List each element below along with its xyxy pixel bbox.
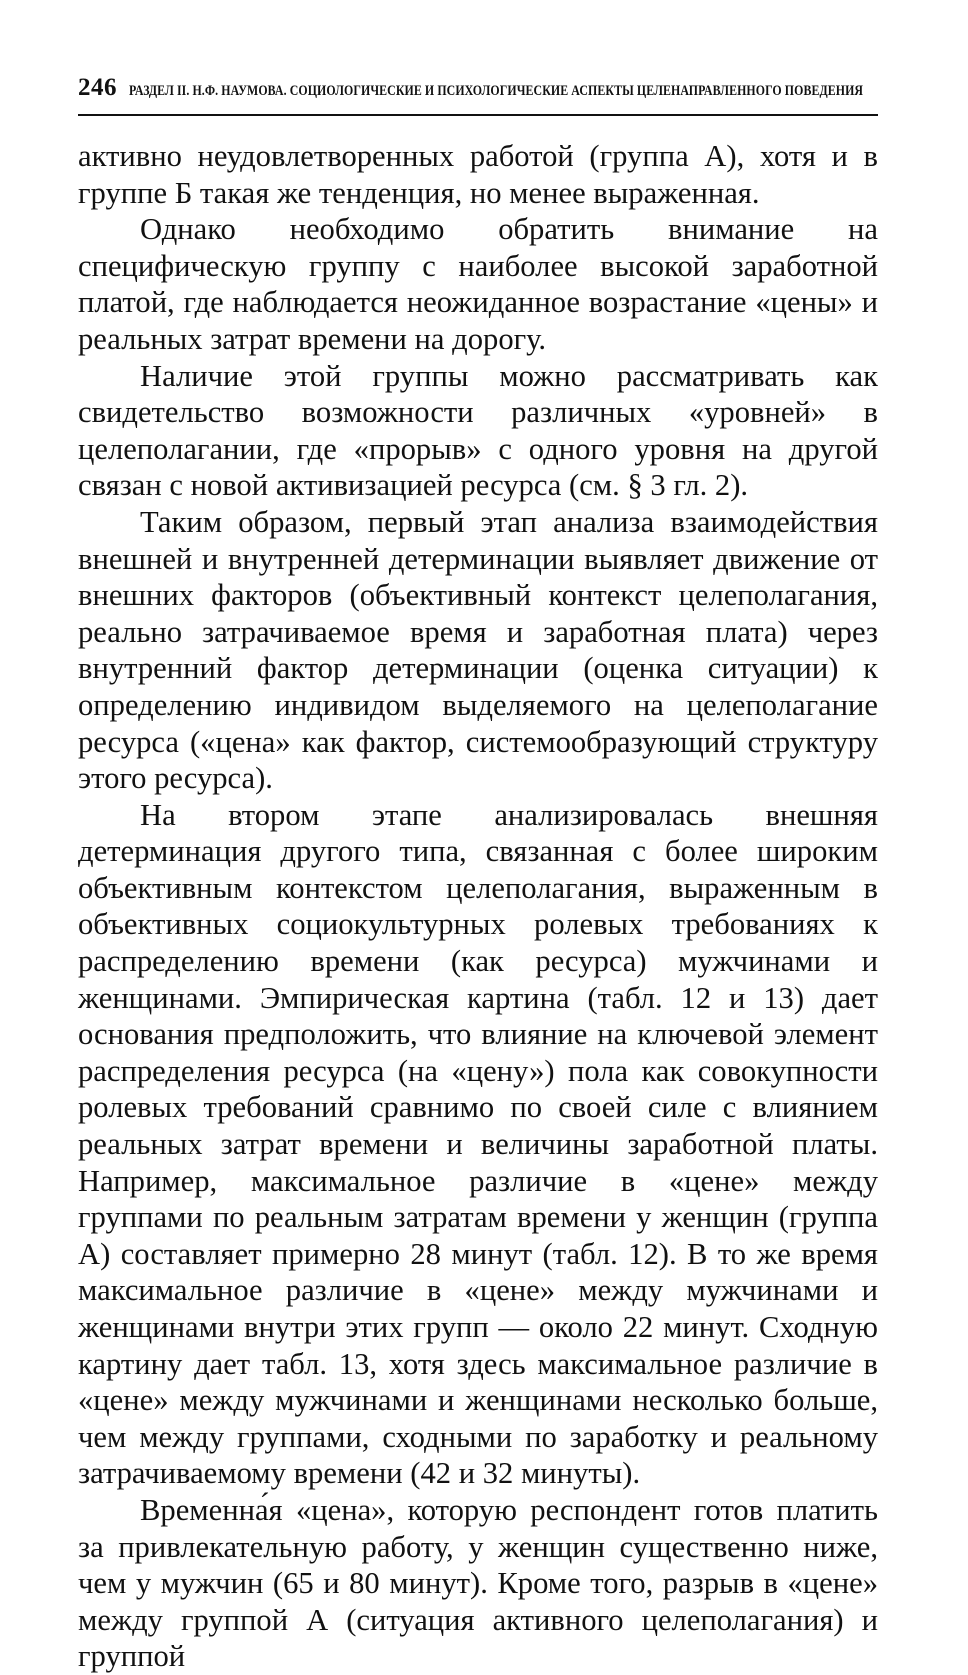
paragraph: Наличие этой группы можно рассматривать как свидетельство возможности различных «уровней» в целеполагании, где «прорыв» с одного уровня на другой связан с новой активизацией ресурса (см. § 3 гл. 2). [78, 358, 878, 503]
body-text [78, 138, 878, 1675]
paragraph: Таким образом, первый этап анализа взаимодействия внешней и внутренней детерминации выявляет движение от внешних факторов (объективный контекст целеполагания, реально затрачиваемое время и заработная плата) через внутренний фактор детерминации (оценка ситуации) к определению индивидом выделяемого на целеполагание ресурса («цена» как фактор, системообразующий структуру этого ресурса). [78, 504, 878, 796]
running-head [78, 74, 878, 110]
running-title: РАЗДЕЛ II. Н.Ф. НАУМОВА. СОЦИОЛОГИЧЕСКИЕ И ПСИХОЛОГИЧЕСКИЕ АСПЕКТЫ ЦЕЛЕНАПРАВЛЕННОГО ПОВЕДЕНИЯ [129, 83, 864, 99]
paragraph-continuation: активно неудовлетворенных работой (группа А), хотя и в группе Б такая же тенденция, но менее выраженная. [78, 139, 878, 210]
page-number: 246 [78, 74, 117, 101]
paragraph: Временна́я «цена», которую респондент готов платить за привлекательную работу, у женщин существенно ниже, чем у мужчин (65 и 80 минут). Кроме того, разрыв в «цене» между группой А (ситуация активного целеполагания) и группой [78, 1492, 878, 1674]
paragraph: На втором этапе анализировалась внешняя детерминация другого типа, связанная с более широким объективным контекстом целеполагания, выраженным в объективных социокультурных ролевых требованиях к распределению времени (как ресурса) мужчинами и женщинами. Эмпирическая картина (табл. 12 и 13) дает основания предположить, что влияние на ключевой элемент распределения ресурса (на «цену») пола как совокупности ролевых требований сравнимо по своей силе с влиянием реальных затрат времени и величины заработной платы. Например, максимальное различие в «цене» между группами по реальным затратам времени у женщин (группа А) составляет примерно 28 минут (табл. 12). В то же время максимальное различие в «цене» между мужчинами и женщинами внутри этих групп — около 22 минут. Сходную картину дает табл. 13, хотя здесь максимальное различие в «цене» между мужчинами и женщинами несколько больше, чем между группами, сходными по заработку и реальному затрачиваемому времени (42 и 32 минуты). [78, 797, 878, 1491]
paragraph: Однако необходимо обратить внимание на специфическую группу с наиболее высокой заработной платой, где наблюдается неожиданное возрастание «цены» и реальных затрат времени на дорогу. [78, 212, 878, 356]
header-rule [78, 114, 878, 116]
